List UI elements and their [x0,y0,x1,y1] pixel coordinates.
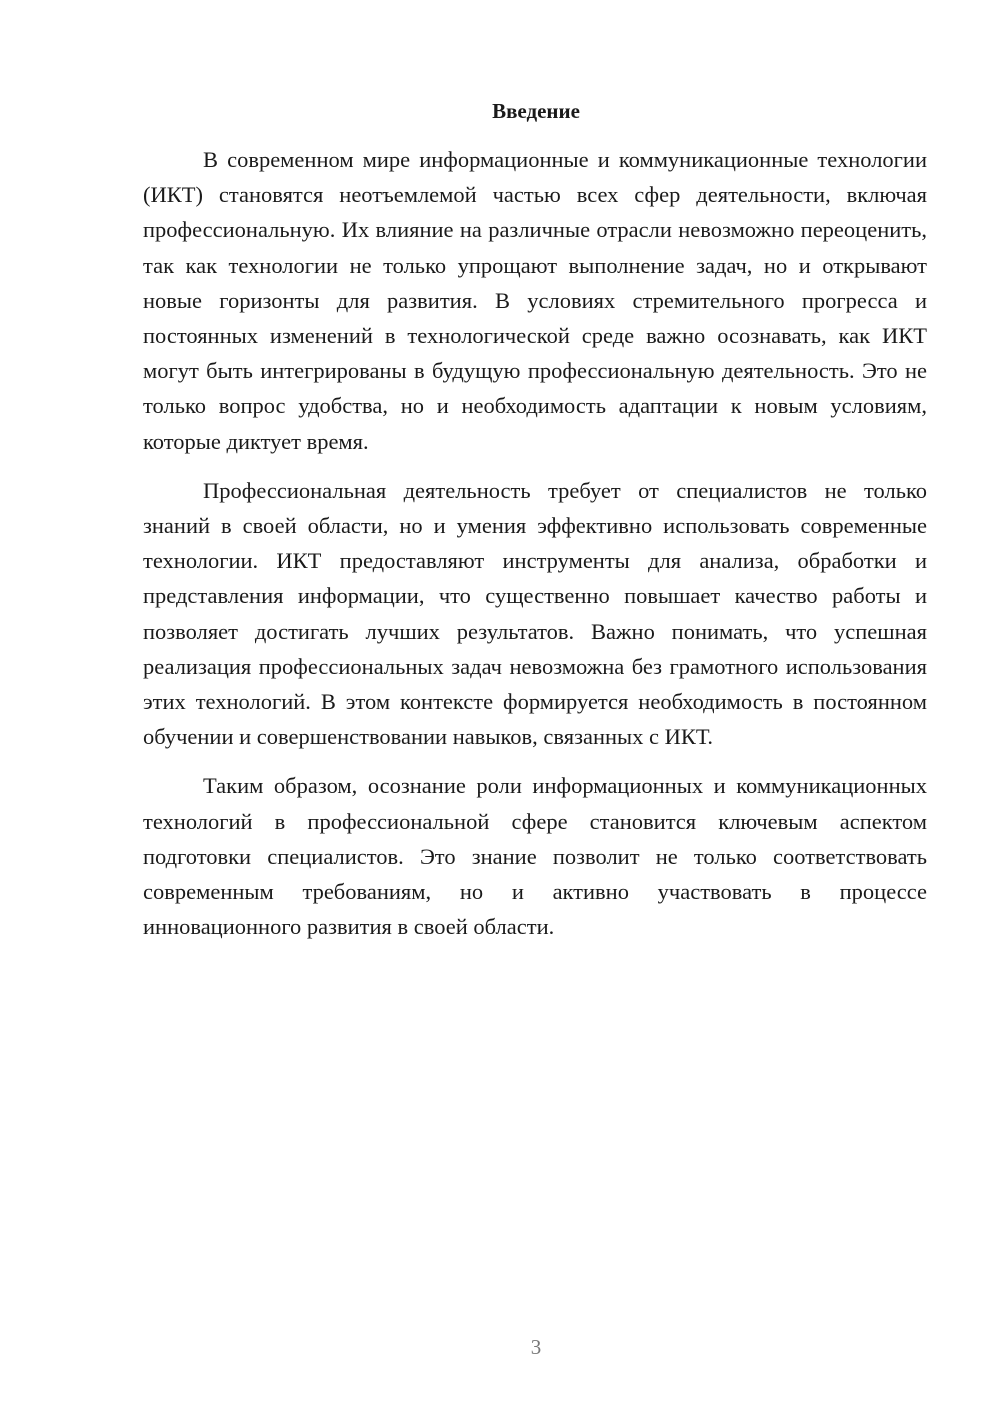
paragraph-3: Таким образом, осознание роли информационных и коммуникационных технологий в профессиональной сфере становится ключевым аспектом подготовки специалистов. Это знание позволит не только соответствовать современным требованиям, но и активно участвовать в процессе инновационного развития в своей области. [143,773,927,940]
paragraph-1: В современном мире информационные и коммуникационные технологии (ИКТ) становятся неотъемлемой частью всех сфер деятельности, включая профессиональную. Их влияние на различные отрасли невозможно переоценить, так как технологии не только упрощают выполнение задач, но и открывают новые горизонты для развития. В условиях стремительного прогресса и постоянных изменений в технологической среде важно осознавать, как ИКТ могут быть интегрированы в будущую профессиональную деятельность. Это не только вопрос удобства, но и необходимость адаптации к новым условиям, которые диктует время. [143,147,927,454]
page-number: 3 [530,1335,542,1359]
section-heading: Введение [492,99,580,123]
paragraph-2: Профессиональная деятельность требует от специалистов не только знаний в своей области, но и умения эффективно использовать современные технологии. ИКТ предоставляют инструменты для анализа, обработки и представления информации, что существенно повышает качество работы и позволяет достигать лучших результатов. Важно понимать, что успешная реализация профессиональных задач невозможна без грамотного использования этих технологий. В этом контексте формируется необходимость в постоянном обучении и совершенствовании навыков, связанных с ИКТ. [143,477,927,750]
body-text [143,142,927,958]
